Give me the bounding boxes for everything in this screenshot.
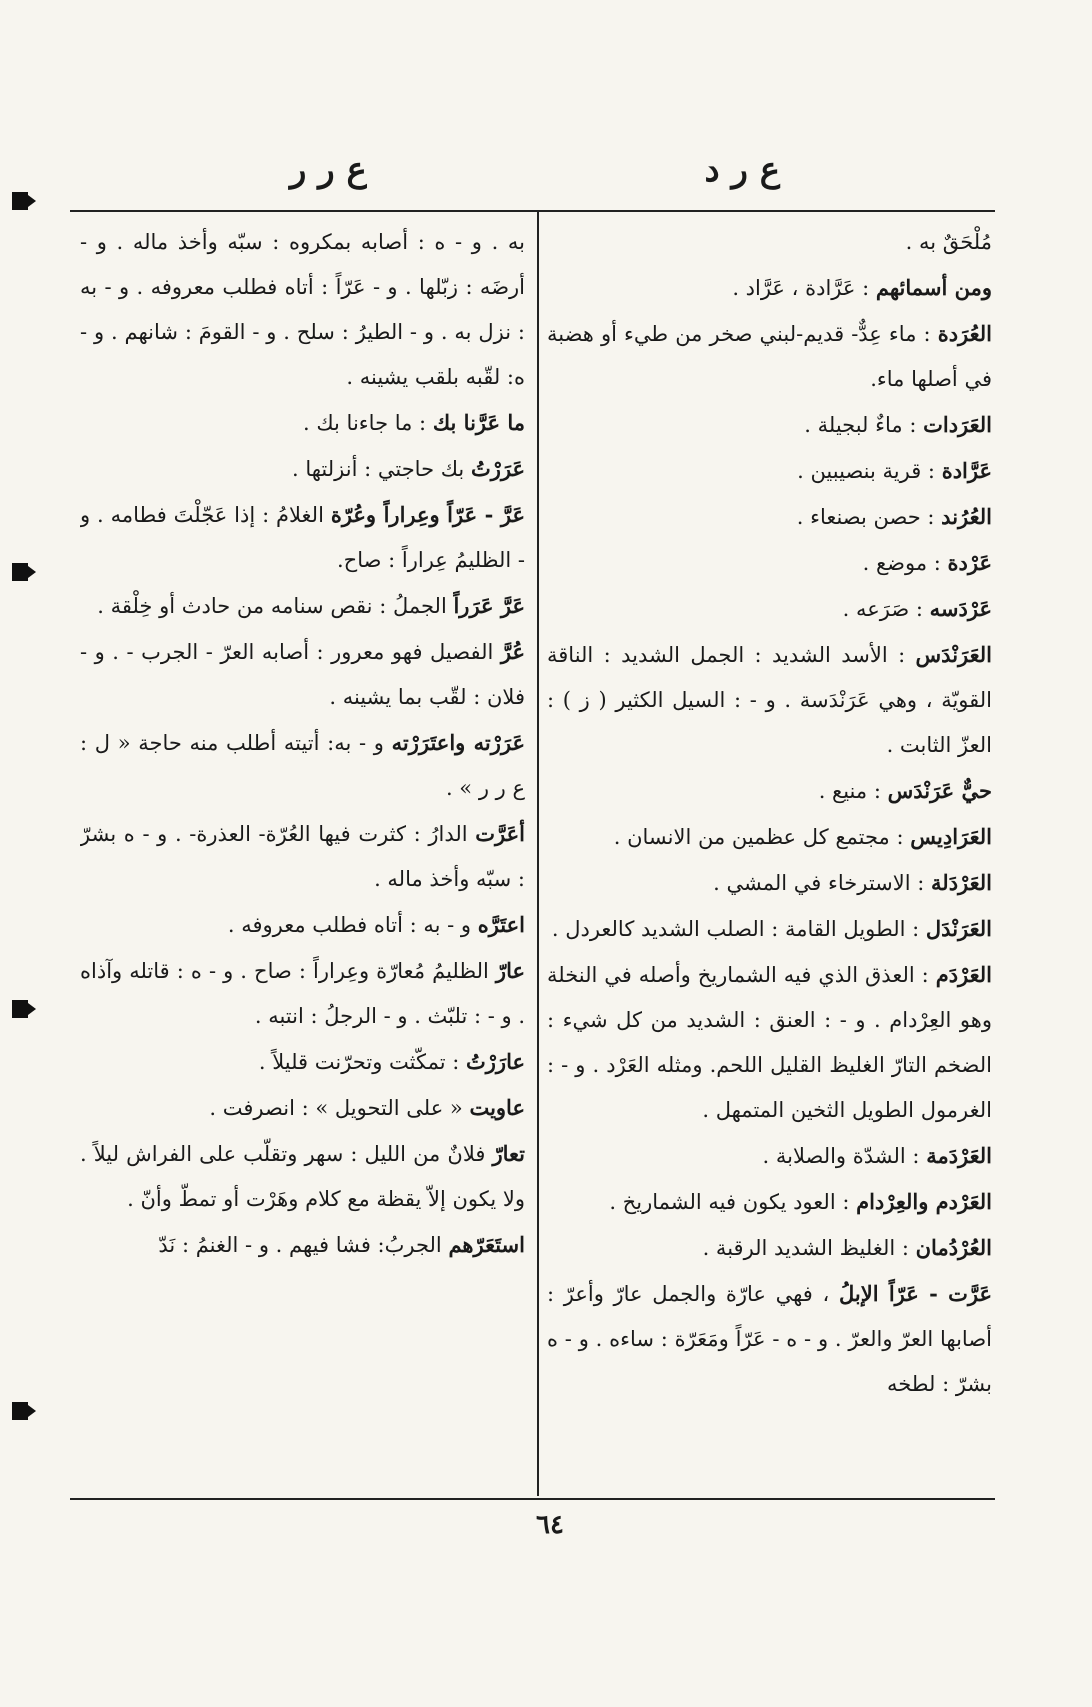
dictionary-entry (547, 1225, 992, 1271)
entry-definition: : مجتمع كل عظمين من الانسان . (613, 825, 904, 849)
dictionary-entry (547, 768, 992, 814)
dictionary-entry (80, 811, 525, 902)
entry-definition: فلانٌ من الليل : سهر وتقلّب على الفراش ليلاً . ولا يكون إلاّ يقظة مع كلام وهَرْت أو تمطّ وأنّ . (80, 1142, 525, 1211)
dictionary-entry (547, 311, 992, 402)
entry-headword: تعارّ (492, 1141, 525, 1166)
dictionary-entry (80, 629, 525, 720)
dictionary-entry (80, 902, 525, 948)
dictionary-entry (80, 1222, 525, 1268)
entry-headword: عارَرْتُ (466, 1049, 525, 1074)
entry-headword: العُرُند (941, 504, 992, 529)
entry-headword: العَرَادِيس (910, 824, 992, 849)
dictionary-entry (80, 1085, 525, 1131)
entry-headword: العُرَدة (937, 321, 992, 346)
entry-definition: : الأسد الشديد : الجمل الشديد : الناقة القويّة ، وهي عَرَنْدَسة . و - : السيل الكثير ( ز ) : العزّ الثابت . (547, 643, 992, 757)
entry-definition: مُلْحَقٌ به . (905, 230, 992, 254)
entry-headword: عَرَرْتُ (470, 456, 525, 481)
margin-marker-icon (12, 563, 28, 581)
entry-headword: العَرْدم والعِرْدام (856, 1189, 992, 1214)
dictionary-entry (547, 220, 992, 265)
entry-headword: عَرْدَسه (929, 596, 992, 621)
entry-definition: « على التحويل » : انصرفت . (209, 1096, 463, 1120)
entry-headword: العَرْدَلة (931, 870, 992, 895)
entry-headword: عاويت (469, 1095, 525, 1120)
margin-marker-icon (12, 1000, 28, 1018)
dictionary-entry (80, 583, 525, 629)
dictionary-entry (80, 948, 525, 1039)
bottom-rule (70, 1498, 995, 1500)
entry-headword: العَرْدَم (935, 962, 992, 987)
entry-definition: : حصن بصنعاء . (796, 505, 935, 529)
dictionary-entry (80, 400, 525, 446)
entry-headword: حيٌّ عَرَنْدَس (887, 778, 992, 803)
entry-definition: بك حاجتي : أنزلتها . (292, 457, 465, 481)
entry-headword: عَرَّ - عَرّاً وعِراراً وعُرّة (330, 502, 525, 527)
entry-definition: : منيع . (818, 779, 881, 803)
dictionary-entry (547, 632, 992, 768)
entry-headword: العَرَنْدَس (915, 642, 992, 667)
entry-headword: عَرَرْته واعتَرَرْته (391, 730, 525, 755)
dictionary-entry (547, 540, 992, 586)
entry-definition: : صَرَعه . (842, 597, 923, 621)
entry-definition: : العود يكون فيه الشماريخ . (609, 1190, 850, 1214)
entry-definition: : ماء عِدٌّ- قديم-لبني صخر من طيء أو هضبة في أصلها ماء. (547, 322, 992, 391)
entry-definition: و - به : أتاه فطلب معروفه . (227, 913, 472, 937)
entry-definition: : موضع . (862, 551, 941, 575)
entry-definition: : الاسترخاء في المشي . (713, 871, 925, 895)
entry-headword: عُرَّ (500, 639, 525, 664)
entry-headword: اعتَرَّه (477, 912, 525, 937)
entry-headword: العَرْدَمة (926, 1143, 992, 1168)
dictionary-entry (547, 494, 992, 540)
header-root-left: ع ر ر (290, 150, 367, 190)
entry-headword: عَرَّادة (941, 458, 992, 483)
page-number: ٦٤ (536, 1510, 564, 1540)
entry-headword: عَرَّ عَرَراً (453, 593, 525, 618)
entry-definition: : الشدّة والصلابة . (762, 1144, 920, 1168)
entry-definition: الجربُ: فشا فيهم . و - الغنمُ : نَدّ (158, 1233, 442, 1257)
entry-definition: : عَرَّادة ، عَرَّاد . (732, 276, 870, 300)
right-column (547, 220, 992, 1490)
entry-headword: استَعَرّهم (448, 1232, 525, 1257)
entry-definition: : الغليظ الشديد الرقبة . (702, 1236, 909, 1260)
entry-definition: الغلامُ : إذا عَجّلْتَ فطامه . و - الظليمُ عِراراً : صاح. (80, 503, 525, 572)
dictionary-entry (80, 1039, 525, 1085)
entry-definition: : تمكّثت وتحرّنت قليلاً . (258, 1050, 460, 1074)
dictionary-entry (547, 952, 992, 1133)
entry-headword: عَرْدة (947, 550, 992, 575)
dictionary-entry (80, 220, 525, 400)
entry-definition: : العذق الذي فيه الشماريخ وأصله في النخلة وهو العِرْدام . و - : العنق : الشديد من كل شيء : الضخم التارّ الغليظ القليل اللحم. ومثله العَرْد . و - : الغرمول الطويل الثخين المتمهل . (547, 963, 992, 1122)
entry-headword: ما عَرَّنا بك (432, 410, 525, 435)
dictionary-entry (547, 448, 992, 494)
entry-headword: أعَرَّت (475, 821, 525, 846)
margin-marker-icon (12, 192, 28, 210)
entry-definition: الفصيل فهو معرور : أصابه العرّ - الجرب - . و - فلان : لقّب بما يشينه . (80, 640, 525, 709)
top-rule (70, 210, 995, 212)
entry-definition: : الطويل القامة : الصلب الشديد كالعردل . (551, 917, 920, 941)
entry-definition: الجملُ : نقص سنامه من حادث أو خِلْقة . (97, 594, 447, 618)
entry-headword: العُرْدُمان (915, 1235, 992, 1260)
entry-definition: : ماءٌ لبجيلة . (804, 413, 917, 437)
dictionary-entry (547, 906, 992, 952)
entry-headword: عَرَّت - عَرّاً الإبلُ (838, 1281, 992, 1306)
dictionary-entry (547, 402, 992, 448)
dictionary-entry (80, 446, 525, 492)
dictionary-entry (80, 720, 525, 811)
entry-definition: ، فهي عارّة والجمل عارّ وأعرّ : أصابها العرّ والعرّ . و - ه - عَرّاً ومَعَرّة : ساءه . و - ه بشرّ : لطخه (547, 1282, 992, 1396)
entry-headword: عارّ (495, 958, 525, 983)
entry-definition: الظليمُ مُعارّة وعِراراً : صاح . و - ه : قاتله وآذاه . و - : تلبّث . و - الرجلُ : انتبه . (80, 959, 525, 1028)
entry-definition: و - به: أتيته أطلب منه حاجة « ل : ع ر ر » . (80, 731, 525, 800)
dictionary-entry (80, 1131, 525, 1222)
dictionary-entry (547, 1271, 992, 1407)
dictionary-entry (80, 492, 525, 583)
entry-headword: العَرَدات (923, 412, 992, 437)
left-column (80, 220, 525, 1490)
dictionary-entry (547, 586, 992, 632)
entry-definition: : ما جاءنا بك . (302, 411, 427, 435)
entry-headword: العَرَنْدَل (925, 916, 992, 941)
dictionary-entry (547, 814, 992, 860)
dictionary-entry (547, 265, 992, 311)
column-divider (537, 212, 539, 1496)
dictionary-entry (547, 1179, 992, 1225)
entry-definition: الدارُ : كثرت فيها العُرّة- العذرة- . و - ه بشرّ : سبّه وأخذ ماله . (80, 822, 525, 891)
dictionary-entry (547, 1133, 992, 1179)
page-header (80, 150, 990, 200)
header-root-right: ع ر د (704, 150, 780, 190)
dictionary-entry (547, 860, 992, 906)
margin-marker-icon (12, 1402, 28, 1420)
entry-headword: ومن أسمائهم (875, 275, 992, 300)
entry-definition: به . و - ه : أصابه بمكروه : سبّه وأخذ ماله . و - أرضَه : زبّلها . و - عَرّاً : أتاه فطلب معروفه . و - به : نزل به . و - الطيرُ : سلح . و - القومَ : شانهم . و - ه: لقّبه بلقب يشينه . (80, 230, 525, 389)
entry-definition: : قرية بنصيبين . (797, 459, 935, 483)
